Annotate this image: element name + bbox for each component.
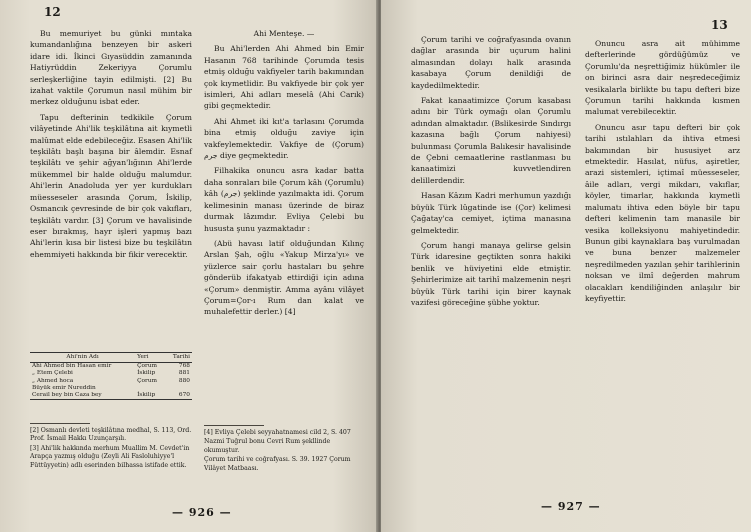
footnote: [4] Evliya Çelebi seyyahatnamesi cild 2, S. 407 bbox=[204, 429, 351, 436]
footnote-rule bbox=[204, 425, 264, 426]
table-header-cell: Yeri bbox=[135, 353, 165, 363]
table-row bbox=[30, 385, 192, 392]
right-page bbox=[381, 0, 751, 532]
table-cell: 881 bbox=[178, 370, 190, 377]
section-heading: Ahi Menteşe. — bbox=[253, 29, 315, 38]
table-row bbox=[30, 363, 192, 371]
footnote: [2] Osmanlı devleti teşkilâtına medhal, S. 113, Ord. Prof. İsmail Hakkı Uzunçarşılı. bbox=[30, 427, 192, 443]
left-column-2 bbox=[204, 28, 364, 322]
right-column-1 bbox=[411, 34, 571, 312]
table-cell bbox=[165, 385, 192, 392]
table-cell: 768 bbox=[178, 363, 190, 370]
left-footnotes-1 bbox=[30, 427, 192, 471]
footnote: Nazmi Tuğrul bonu Cevri Rum şekllinde okumuştur. bbox=[204, 438, 331, 454]
paragraph: Filhakika onuncu asra kadar batta daha sonraları bile Çorum kâh (Çorumlu) kâh (جرم) şeklinde yazılmakta idi. Çorum kelimesinin manası üzerinde de biraz durmak lâzımdır. Evliya Çelebi bu hususta şunu yazmaktadır : bbox=[204, 166, 364, 233]
footnote: [3] Ahi'lik hakkında merhum Muallim M. Cevdet'in Arapça yazmış olduğu (Zeyli Ali Fasloluhiyye'l Füttüyyetin) adlı eserinden bilhassa istifade ettik. bbox=[30, 444, 190, 469]
table-row bbox=[30, 370, 192, 377]
paragraph: Tapu defterinin tedkikile Çorum vilâyetinde Ahi'lik teşkilâtına ait kıymetli malûmat elde edebileceğiz. Esasen Ahi'lik teşkilâtı başlı başına bir âlemdir. Esnaf teşkilâtı ve şehir ağyan'lığının Ahi'lerde mükemmel bir halde olduğu malumdur. Ahi'lerin Anadoluda yer yer kurdukları müesseseler arasında Çorum, İskilip, Osmancık çevresinde de bir çok vakıfları, teşkilâtı vardır. [3] Çorum ve havalisinde eser bırakmış, hayr işleri yapmış bazı Ahi'lerin kısa bir listesi bize bu teşkilâtın ehemmiyeti hakkında bir fikir verecektir. bbox=[30, 112, 192, 259]
paragraph: Çorum hangi manaya gelirse gelsin Türk idaresine geçtikten sonra hakiki benlik ve hüviyetini elde etmiştir. Şehirlerimize ait tarihî malzemenin neşri büyük Türk tarihi için birer kaynak vazifesi göreceğine şübhe yoktur. bbox=[411, 240, 571, 307]
paragraph: (Abü havası latif olduğundan Kılınç Arslan Şah, oğlu «Yakup Mirza'yı» ve yüzlerce sair çorlu hastaları bu şehre gönderüb ifakatyab ettirdiği için adına «Çorum» denmiştir. Amma ayânı vilâyet Çorum=Çor-ı Rum dan kalat ve muhalefettir derler.) [4] bbox=[204, 238, 364, 317]
table-cell: „ Ahmed hoca bbox=[32, 377, 74, 384]
table-cell: Cerail bey bin Caza bey bbox=[30, 392, 135, 400]
paragraph: Bu Ahi'lerden Ahi Ahmed bin Emir Hasanın 768 tarihinde Çorumda tesis etmiş olduğu vakfiyeler tarih bakımından çok kıymetlidir. Bu vakfiyede bir çok yer isimleri, Ahi adları meselâ (Ahi Carık) gibi geçmektedir. bbox=[204, 44, 364, 111]
table-row bbox=[30, 392, 192, 400]
table-cell: 670 bbox=[165, 392, 192, 400]
paragraph: Ahi Ahmet iki kıt'a tarlasını Çorumda bina etmiş olduğu zaviye için vakfeylemektedir. Vakfiye de (Çorum) جرم diye geçmektedir. bbox=[204, 116, 364, 161]
table-cell: 880 bbox=[178, 377, 190, 384]
table-cell: Ahi Ahmed bin Hasan emir bbox=[32, 363, 112, 370]
table-cell: Çorum bbox=[137, 377, 158, 384]
table-cell: İskilip bbox=[135, 392, 165, 400]
page-top-number: 12 bbox=[44, 5, 61, 19]
table-cell: İskilip bbox=[137, 370, 156, 377]
table-row bbox=[30, 378, 192, 385]
paragraph: Fakat kanaatimizce Çorum kasabası adını bir Türk oymağı olan Çorumlu adından almaktadır. (Bslikesirde Sındırgı kazasına bağlı Çorum nahiyesi) bulunması Çorumla Balıkesir havalisinde de Çebni cemaatlerine rastlanması bu kanaatimizi kuvvetlendiren delillerdendir. bbox=[411, 96, 571, 185]
ahi-list-table bbox=[30, 352, 192, 400]
table-cell: „ Etem Çelebi bbox=[32, 370, 73, 377]
table-cell: Büyük emir Nureddin bbox=[32, 384, 96, 391]
table-cell bbox=[135, 385, 165, 392]
left-footnotes-2 bbox=[204, 429, 364, 474]
footnote-rule bbox=[30, 423, 90, 424]
left-column-1 bbox=[30, 28, 192, 264]
page-folio: — 927 — bbox=[541, 500, 601, 513]
paragraph: Hasan Kâzım Kadri merhumun yazdığı büyük Türk lûgatinde ise (Çor) kelimesi Çağatay'ca cemiyet, içtima manasına gelmektedir. bbox=[411, 191, 571, 235]
right-column-2 bbox=[585, 38, 740, 308]
table-header-cell: Ahi'nin Adı bbox=[30, 353, 135, 363]
paragraph: Çorum tarihi ve coğrafyasında ovanın dağlar arasında bir uçurum halini almasından dolayı halk arasında kasabaya Çorum denildiği de kaydedilmektedir. bbox=[411, 35, 571, 90]
page-folio: — 926 — bbox=[172, 506, 232, 519]
paragraph: Onuncu asra ait mühimme defterlerinde gördüğümüz ve Çorumlu'da neşrettiğimiz hükümler ile on birinci asra dair neşredeceğimiz vesikalarla birlikte bu tapu defteri bize Çorumun tarihi hakkında kısmen malumat verebilecektir. bbox=[585, 39, 740, 117]
table-header-cell: Tarihi bbox=[165, 353, 192, 363]
footnote: Çorum tarihi ve coğrafyası. S. 39. 1927 Çorum Vilâyet Matbaası. bbox=[204, 456, 351, 472]
page-top-number: 13 bbox=[711, 18, 728, 32]
table-header-row bbox=[30, 353, 192, 363]
paragraph: Bu memuriyet bu günki mıntaka kumandanlığına benzeyen bir askeri idare idi. İkinci Gıyasüddin zamanında Hatiyrüddin Zekeriyya Çorumlu serleşkerliğine tayin edilmişti. [2] Bu izahat vaktile Çorumun nasıl mühim bir merkez olduğunu isbat eder. bbox=[30, 29, 192, 107]
table-cell: Çorum bbox=[137, 363, 158, 370]
paragraph: Onuncu asır tapu defteri bir çok tarihi ıstılahları da ihtiva etmesi bakımından bir hususiyet arz etmektedir. Hasılat, nüfus, aşiretler, arazi sistemleri, içtimaî müesseseler, âile adları, vergi mikdarı, vakıflar, köyler, timarlar, hakkında kıymetli malumatı ihtiva eden böyle bir tapu defteri kelimenin tam manasile bir vesika kolleksiyonu mahiyetindedir. Bunun gibi kaynaklara baş vurulmadan ve buna benzer malzemeler neşredilmeden yazılan şehir tarihlerinin noksan ve ilmî değerden mahrum olacakları kendiliğinden anlaşılır bir keyfiyettir. bbox=[585, 122, 740, 303]
